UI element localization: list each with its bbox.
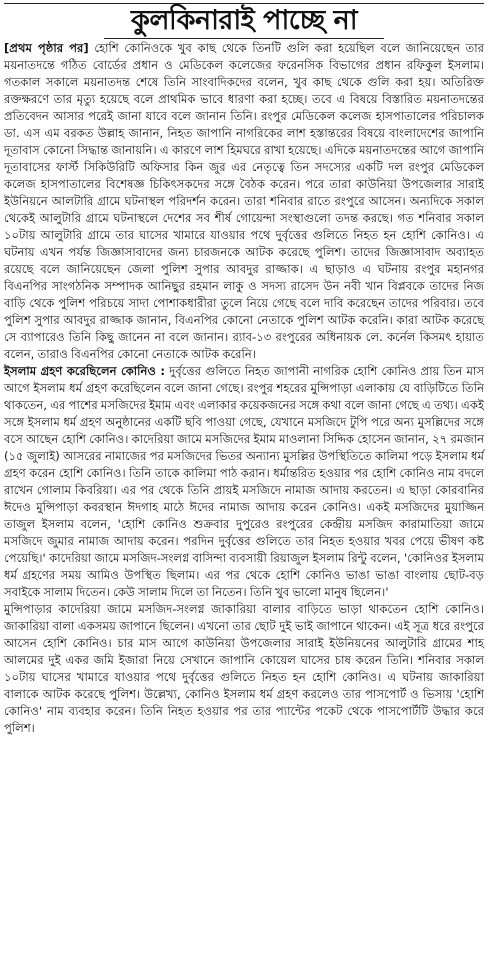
continuation-marker: [প্রথম পৃষ্ঠার পর] [4, 41, 89, 55]
article-headline: কুলকিনারাই পাচ্ছে না [130, 5, 358, 36]
paragraph-1-text: হোশি কোনিওকে খুব কাছ থেকে তিনটি গুলি করা হয়েছিল বলে জানিয়েছেন তার ময়নাতদন্তে গঠিত বোর্ডের প্রধান ও মেডিকেল কলেজের ফরেনসিক বিভাগের প্রধান রফিকুল ইসলাম। গতকাল সকালে ময়নাতদন্ত শেষে তিনি সাংবাদিকদের বলেন, খুব কাছ থেকে গুলি করা হয়। অতিরিক্ত রক্তক্ষরণে তার মৃত্যু হয়েছে বলে প্রাথমিক ভাবে ধারণা করা হচ্ছে। তবে এ বিষয়ে বিস্তারিত ময়নাতদন্তের প্রতিবেদন আসার পরেই জানা যাবে বলে জানান তিনি। রংপুর মেডিকেল কলেজ হাসপাতালের পরিচালক ডা. এস এম বরকত উল্লাহ জানান, নিহত জাপানি নাগরিকের লাশ হস্তান্তরের বিষয়ে বাংলাদেশের জাপানি দূতাবাস কোনো সিদ্ধান্ত জানায়নি। এ কারণে লাশ হিমঘরে রাখা হয়েছে। এদিকে ময়নাতদন্তের আগে জাপানি দূতাবাসের ফার্স্ট সিকিউরিটি অফিসার কিন জুর এর নেতৃত্বে তিন সদস্যের একটি দল রংপুর মেডিকেল কলেজ হাসপাতালের বিশেষজ্ঞ চিকিৎসকদের সঙ্গে বৈঠক করেন। পরে তারা কাউনিয়া উপজেলার সারাই ইউনিয়নে আলটারি গ্রামে ঘটনাস্থল পরিদর্শন করেন। তারা শনিবার রাতে রংপুরে আসেন। অন্যদিকে সকাল থেকেই আলুটারি গ্রামে ঘটনাস্থলে দেশের সব শীর্ষ গোয়েন্দা সংস্থাগুলো তদন্ত করছে। গত শনিবার সকাল ১০টায় আলুটারি গ্রামে তার ঘাসের খামারে যাওয়ার পথে দুর্বৃত্তের গুলিতে নিহত হন হোশি কোনিও। এ ঘটনায় এখন পর্যন্ত জিজ্ঞাসাবাদের জন্য চারজনকে আটক করেছে পুলিশ। তাদের জিজ্ঞাসাবাদ অব্যাহত রয়েছে বলে জানিয়েছেন জেলা পুলিশ সুপার আবদুর রাজ্জাক। এ ছাড়াও এ ঘটনায় রংপুর মহানগর বিএনপির সাংগঠনিক সম্পাদক আনিছুর রহমান লাকু ও সদস্য রাসেদ উন নবী খান বিপ্লবকে তাদের নিজ বাড়ি থেকে পুলিশ পরিচয়ে সাদা পোশাকধারীরা তুলে নিয়ে গেছে বলে দাবি করেছেন তাদের পরিবার। তবে পুলিশ সুপার আবদুর রাজ্জাক জানান, বিএনপির কোনো নেতাকে পুলিশ আটক করেনি। কারা আটক করেছে সে ব্যাপারেও তিনি কিছু জানেন না বলে জানান। র‌্যাব-১৩ রংপুরের অধিনায়ক লে. কর্নেল কিসমৎ হায়াত বলেন, তারাও বিএনপির কোনো নেতাকে আটক করেনি। [4, 41, 484, 361]
paragraph-3-text: মুন্সিপাড়ার কাদেরিয়া জামে মসজিদ-সংলগ্ন জাকারিয়া বালার বাড়িতে ভাড়া থাকতেন হোশি কোনিও। জাকারিয়া বালা একসময় জাপানে ছিলেন। এখনো তার ছোট দুই ভাই জাপানে থাকেন। এই সূত্র ধরে রংপুরে আসেন হোশি কোনিও। চার মাস আগে কাউনিয়া উপজেলার সারাই ইউনিয়নের আলুটারি গ্রামের শাহ আলমের দুই একর জমি ইজারা নিয়ে সেখানে জাপানি কোয়েল ঘাসের চাষ করেন তিনি। শনিবার সকাল ১০টায় ঘাসের খামারে যাওয়ার পথে দুর্বৃত্তের গুলিতে নিহত হন হোশি কোনিও। এ ঘটনায় জাকারিয়া বালাকে আটক করেছে পুলিশ। উল্লেখ্য, কোনিও ইসলাম ধর্ম গ্রহণ করলেও তার পাসপোর্ট ও ভিসায় 'হোশি কোনিও' নাম ব্যবহার করেন। তিনি নিহত হওয়ার পর তার প্যান্টের পকেট থেকে পাসপোর্টটি উদ্ধার করে পুলিশ। [4, 602, 484, 735]
headline-area [4, 0, 484, 40]
top-rule [4, 3, 484, 4]
paragraph-1 [4, 40, 484, 363]
paragraph-2-text: দুর্বৃত্তের গুলিতে নিহত জাপানী নাগরিক হোশি কোনিও প্রায় তিন মাস আগে ইসলাম ধর্ম গ্রহণ করেছিলেন বলে জানা গেছে। রংপুর শহরের মুন্সিপাড়া এলাকায় যে বাড়িটিতে তিনি থাকতেন, এর পাশের মসজিদের ইমাম এবং এলাকার কয়েকজনের সঙ্গে কথা বলে জানা গেছে এ তথ্য। একই সঙ্গে ইসলাম ধর্ম গ্রহণ অনুষ্ঠানের একটি ছবি পাওয়া গেছে, যেখানে মসজিদে টুপি পরে অন্য মুসল্লিদের সঙ্গে বসে আছেন হোশি কোনিও। কাদেরিয়া জামে মসজিদের ইমাম মাওলানা সিদ্দিক হোসেন জানান, ২৭ রমজান (১৫ জুলাই) আসরের নামাজের পর মসজিদের ভিতর অন্যান্য মুসল্লির উপস্থিতিতে কালিমা পড়ে ইসলাম ধর্ম গ্রহণ করেন হোশি কোনিও। তিনি তাকে কালিমা পাঠ করান। ধর্মান্তরিত হওয়ার পর হোশি কোনিও নাম বদলে রাখেন গোলাম কিবরিয়া। এর পর থেকে তিনি প্রায়ই মসজিদে নামাজ আদায় করতেন। এ ছাড়া কোরবানির ঈদেও মুন্সিপাড়া কবরস্থান ঈদগাহ মাঠে ঈদের নামাজ আদায় করেন কোনিও। একই মসজিদের মুয়াজ্জিন তাজুল ইসলাম বলেন, 'হোশি কোনিও শুক্রবার দুপুরেও রংপুরের কেন্দ্রীয় মসজিদ কারামাতিয়া জামে মসজিদে জুমার নামাজ আদায় করেন। পরদিন দুর্বৃত্তের গুলিতে তার নিহত হওয়ার খবর পেয়ে ভীষণ কষ্ট পেয়েছি।' কাদেরিয়া জামে মসজিদ-সংলগ্ন বাসিন্দা ব্যবসায়ী রিয়াজুল ইসলাম রিন্টু বলেন, 'কোনিওর ইসলাম ধর্ম গ্রহণের সময় আমিও উপস্থিত ছিলাম। এর পর থেকে হোশি কোনিও ভাঙা ভাঙা বাংলায় ছোট-বড় সবাইকে সালাম দিতেন। কেউ সালাম দিলে তা নিতেন। তিনি খুব ভালো মানুষ ছিলেন।' [4, 364, 484, 599]
paragraph-2 [4, 363, 484, 601]
article-body [4, 40, 484, 737]
section-subhead: ইসলাম গ্রহণ করেছিলেন কোনিও : [4, 364, 166, 378]
headline-underline [104, 38, 384, 39]
paragraph-3 [4, 601, 484, 737]
